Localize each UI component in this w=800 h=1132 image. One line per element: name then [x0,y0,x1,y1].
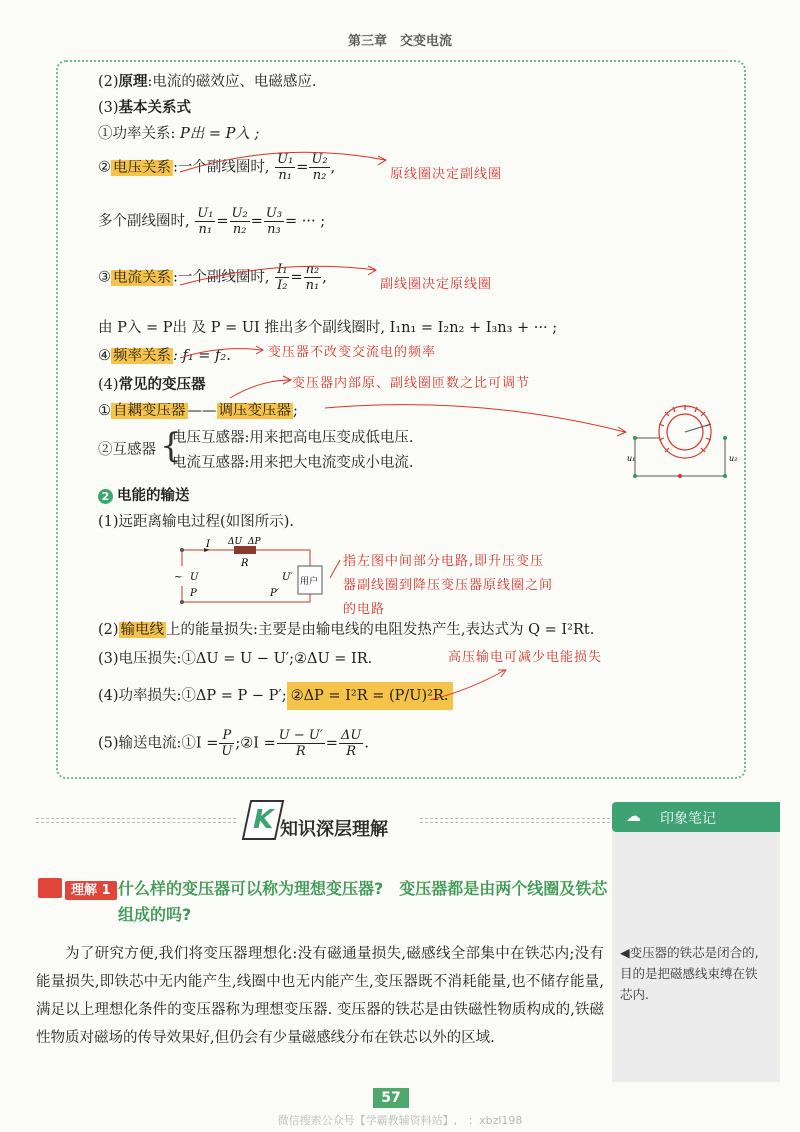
frac-den: R [295,744,306,759]
circuit-label-tilde: ~ [174,572,183,583]
auto-transformer-line [98,399,298,420]
annotation-frequency: 变压器不改变交流电的频率 [268,345,437,360]
t4-text: (4)功率损失:①ΔP = P − P′; [98,688,287,704]
t5-prefix: (5)输送电流:①I = [98,735,219,752]
annotation-auto-transformer: 变压器内部原、副线圈匝数之比可调节 [292,376,531,391]
transformer-types-heading [98,373,206,394]
k-logo-letter: K [249,805,277,835]
auto-transformer-diagram [625,398,745,482]
frac-den: R [346,744,357,759]
power-rel-label: ①功率关系: [98,126,176,142]
voltage-regulator-label: 调压变压器 [218,403,291,419]
frac-den: n₂ [232,222,247,237]
current-transformer-line: 电流互感器:用来把大电流变成小电流. [172,455,414,471]
annotation-high-voltage: 高压输电可减少电能损失 [448,650,603,665]
circuit-label-Pp: P′ [270,588,279,599]
t2-prefix: (2) [98,622,119,638]
frac-den: n₃ [267,222,281,237]
circuit-label-dP: ΔP [248,537,261,547]
energy-loss-line [98,618,594,639]
diagram-label-u2: u₂ [729,454,738,463]
annotation-circuit-2: 器副线圈到降压变压器原线圈之间 [343,578,554,593]
power-rel-formula: P出 = P入 ; [180,126,260,142]
fraction-u1n1 [275,152,295,183]
fraction-b [230,206,250,237]
current-rel-num: ③ [98,269,111,286]
voltage-rel-text: :一个副线圈时, [173,159,270,176]
annotation-current: 副线圈决定原线圈 [380,277,493,292]
fraction-deltau-r [339,728,363,759]
freq-rel-text: : f₁ = f₂. [173,348,231,364]
frac-den: n₂ [312,168,327,183]
fraction-a [195,206,215,237]
frac-den: n₁ [305,278,320,293]
fraction-n2n1 [304,262,322,293]
section-number-icon: 2 [98,489,113,504]
freq-rel-num: ④ [98,348,111,364]
relations-heading [98,96,191,117]
banner-divider-left [36,818,236,823]
question-badge [65,879,117,898]
frac-num: U₃ [265,206,283,221]
question-title: 什么样的变压器可以称为理想变压器? 变压器都是由两个线圈及铁芯组成的吗? [118,879,608,924]
frac-num: ΔU [340,728,362,743]
voltage-loss-line: (3)电压损失:①ΔU = U − U′;②ΔU = IR. [98,651,373,667]
resistor-icon [234,546,256,554]
p2-text: :电流的磁效应、电磁感应. [147,74,317,90]
t2-text: 上的能量损失:主要是由输电线的电阻发热产生,表达式为 Q = I²Rt. [166,622,595,638]
auto-tr-num: ① [98,403,111,419]
auto-tr-end: ; [293,403,298,419]
multi-coil-end: = ··· ; [285,213,326,230]
footer-watermark: 微信搜索公众号【学霸教辅资料站】, ：xbzl198 [277,1114,523,1127]
frequency-relation [98,344,231,365]
circuit-label-I: I [206,539,210,550]
current-rel-end: , [322,269,327,286]
section-banner-title: 知识深层理解 [280,819,388,840]
frac-num: I₁ [277,262,288,277]
voltage-rel-num: ② [98,159,111,176]
side-tab-label: 印象笔记 [660,811,716,827]
fraction-du-r [277,728,325,759]
power-loss-line [98,684,453,705]
t5-end: . [364,735,369,752]
answer-paragraph: 为了研究方便,我们将变压器理想化:没有磁通量损失,磁感线全部集中在铁芯内;没有能量损失,即铁芯中无内能产生,线圈中也无内能产生,变压器既不消耗能量,也不储存能量,满足以上理想化条件的变压器称为理想变压器. 变压器的铁芯是由铁磁性物质构成的,铁磁性物质对磁场的传导效果好,但仍会有少量磁感线分布在铁芯以外的区域. [36,946,604,1046]
voltage-relation: ② 电压关系 :一个副线圈时, $\frac{\text{U₁}}{\text{n₁}}$ = $\frac{\text{U₂}}{\text{n₂}}$ , [98,152,336,183]
circuit-label-dU: ΔU [228,537,243,547]
auto-transformer-label: 自耦变压器 [113,403,186,419]
p2-label: 原理 [118,73,148,90]
fraction-i1i2 [275,262,289,293]
derive-line: 由 P入 = P出 及 P = UI 推出多个副线圈时, I₁n₁ = I₂n₂ + I₃n₃ + ··· ; [98,320,558,336]
circuit-label-Up: U′ [282,572,293,583]
question-badge-label: 理解 1 [65,881,117,900]
p3-prefix: (3) [98,100,119,116]
book-icon [38,878,62,898]
frac-num: U₁ [277,152,294,167]
multi-coil-relation: 多个副线圈时, $\frac{\text{U₁}}{\text{n₁}}$ = $\frac{\text{U₂}}{\text{n₂}}$ = $\frac{\text{U₃}}{\text{n₃}}$ = ··· ; [98,206,326,237]
freq-rel-label: 频率关系 [113,348,171,364]
auto-tr-dash: —— [187,403,217,419]
circuit-label-U: U [190,572,199,583]
frac-den: n₁ [198,222,213,237]
fraction-c [264,206,284,237]
side-notes-tab [612,802,780,832]
voltage-rel-label: 电压关系 [113,159,171,176]
frac-den: I₂ [277,278,288,293]
diagram-label-u1: u₁ [627,454,636,463]
p4-label: 常见的变压器 [118,376,206,393]
frac-num: U₂ [231,206,248,221]
transmission-current-line [98,728,369,759]
circuit-label-P: P [190,588,197,599]
fraction-pu [219,728,234,759]
mutual-inductor-label: ②互感器 [98,442,156,458]
frac-den: U [221,744,233,759]
page-number: 57 [373,1088,409,1108]
circuit-label-user: 用户 [300,577,319,587]
frac-num: P [219,728,234,744]
transmission-line-label: 输电线 [120,622,165,638]
frac-num: U − U′ [278,728,323,743]
annotation-circuit-1: 指左图中间部分电路,即升压变压 [343,554,545,569]
banner-divider-right [420,818,610,823]
section-2-heading [98,484,190,505]
power-loss-formula: ②ΔP = I²R = (P/U)²R. [287,682,453,710]
current-rel-text: :一个副线圈时, [173,269,270,286]
elephant-icon: ☁ [626,807,641,825]
power-relation [98,122,259,143]
multi-coil-text: 多个副线圈时, [98,213,190,230]
p3-label: 基本关系式 [118,99,192,116]
voltage-rel-end: , [330,159,336,176]
annotation-circuit-3: 的电路 [343,602,386,617]
p2-prefix: (2) [98,74,119,90]
k-logo-icon [242,800,285,840]
side-note-text: ◀变压器的铁芯是闭合的,目的是把磁感线束缚在铁芯内. [620,945,759,1002]
p4-prefix: (4) [98,377,119,393]
frac-num: U₂ [311,152,328,167]
t5-eq: = [325,735,338,752]
circuit-label-R: R [241,558,249,569]
annotation-voltage: 原线圈决定副线圈 [390,167,503,182]
current-relation: ③ 电流关系 :一个副线圈时, $\frac{\text{I₁}}{\text{I₂}}$ = $\frac{\text{n₂}}{\text{n₁}}$ , [98,262,327,293]
transmission-process-line: (1)远距离输电过程(如图所示). [98,514,294,530]
frac-num: n₂ [305,262,320,277]
fraction-u2n2 [309,152,329,183]
principle-line [98,70,317,91]
frac-num: U₁ [197,206,214,221]
frac-den: n₁ [278,168,292,183]
t5-mid: ;②I = [235,735,276,752]
transmission-circuit-diagram [170,536,330,608]
chapter-header: 第三章 交变电流 [347,34,452,49]
brace-icon: { [160,426,182,466]
voltage-transformer-line: 电压互感器:用来把高电压变成低电压. [172,430,414,446]
section-2-title: 电能的输送 [117,488,190,504]
current-rel-label: 电流关系 [113,269,171,286]
